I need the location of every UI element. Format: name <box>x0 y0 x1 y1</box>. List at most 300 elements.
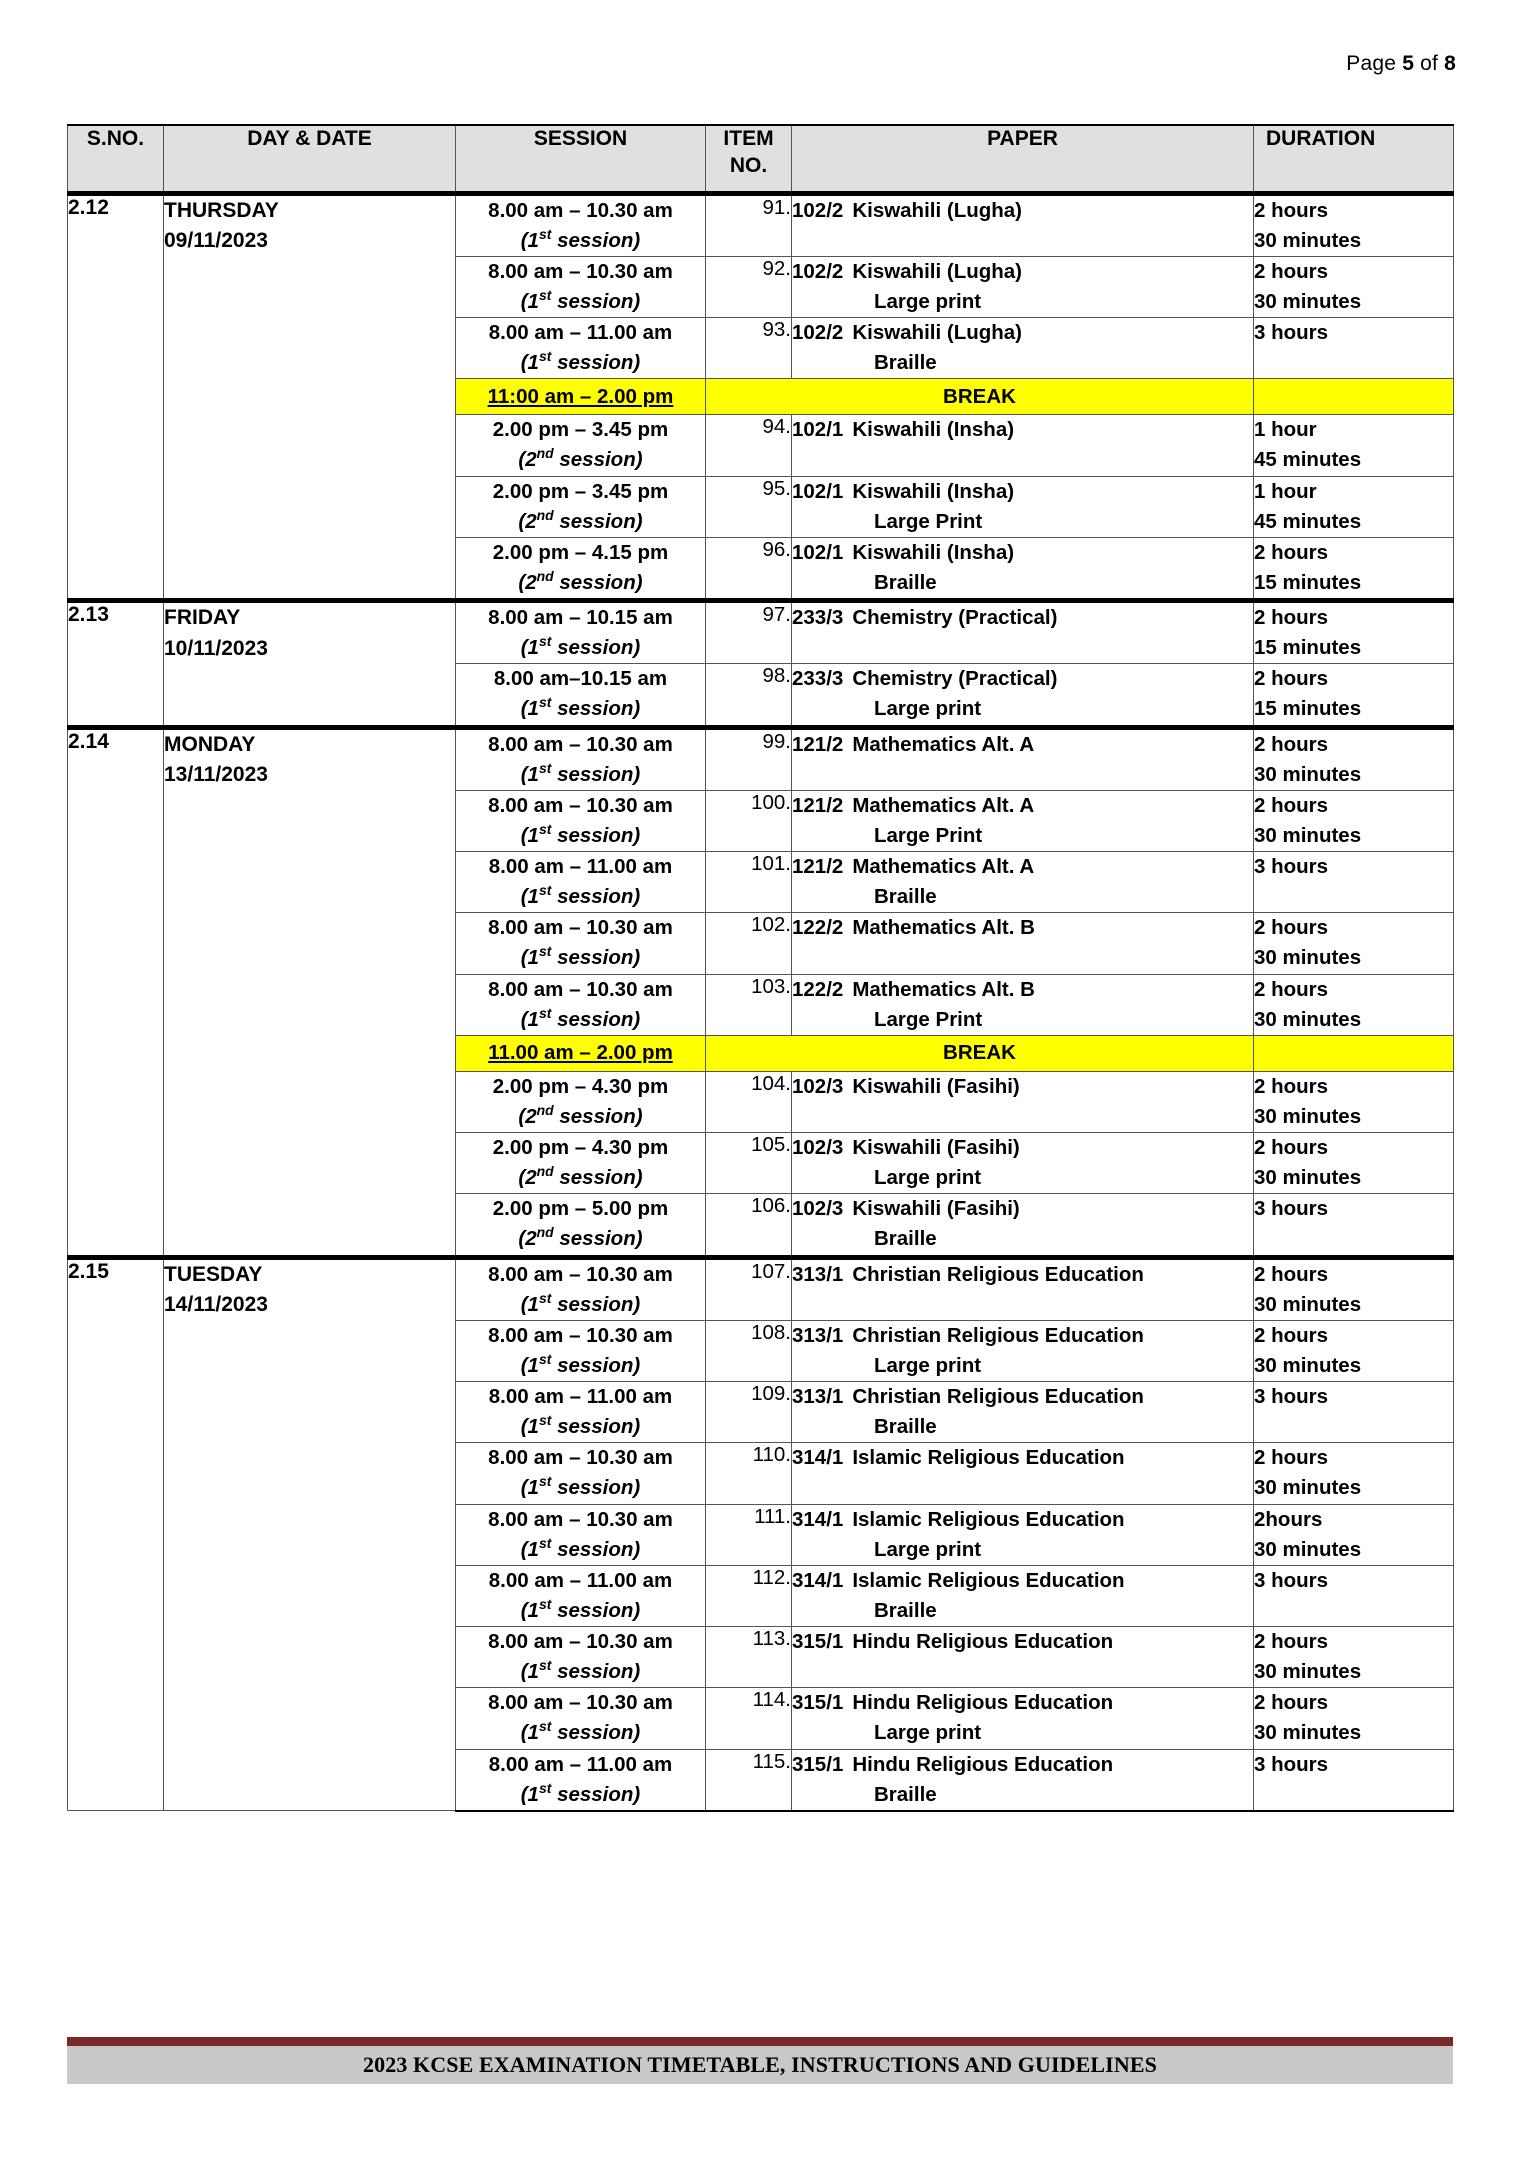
duration-hours: 3 hours <box>1254 1385 1329 1408</box>
paper-name: Mathematics Alt. A <box>852 793 1035 817</box>
paper-format-note: Braille <box>874 885 937 909</box>
duration-hours: 2 hours <box>1254 1446 1329 1470</box>
session-ordinal-label: (1st session) <box>520 1289 641 1316</box>
paper-format-note: Large print <box>874 1721 982 1745</box>
duration-cell <box>1254 537 1454 600</box>
item-number: 112. <box>706 1565 792 1626</box>
break-label: BREAK <box>706 379 1254 415</box>
paper-code: 313/1 <box>792 1385 844 1408</box>
break-time: 11:00 am – 2.00 pm <box>456 379 706 415</box>
day-and-date <box>164 193 456 601</box>
table-body <box>68 193 1454 1811</box>
paper-format-note: Large print <box>874 697 982 721</box>
session-ordinal-label: (1st session) <box>520 1657 641 1684</box>
page-current: 5 <box>1402 52 1415 75</box>
session-time <box>456 974 706 1035</box>
duration-hours: 2 hours <box>1254 1262 1329 1286</box>
session-time-range: 8.00 am – 10.30 am <box>488 732 673 756</box>
duration-cell <box>1254 727 1454 790</box>
break-time: 11.00 am – 2.00 pm <box>456 1035 706 1071</box>
item-number: 114. <box>706 1688 792 1749</box>
session-time <box>456 913 706 974</box>
session-time-range: 8.00 am – 11.00 am <box>488 1752 673 1776</box>
session-time-range: 8.00 am – 10.30 am <box>488 1323 673 1347</box>
paper-cell <box>792 476 1254 537</box>
session-ordinal-label: (1st session) <box>520 1596 641 1622</box>
duration-minutes: 30 minutes <box>1254 946 1362 970</box>
duration-hours: 2 hours <box>1254 1691 1329 1715</box>
session-ordinal-label: (1st session) <box>520 1534 641 1561</box>
duration-cell <box>1254 415 1454 476</box>
footer-accent-rule <box>67 2037 1453 2046</box>
paper-format-note: Braille <box>874 1415 937 1439</box>
duration-minutes: 30 minutes <box>1254 1537 1362 1561</box>
duration-hours: 3 hours <box>1254 1752 1329 1776</box>
paper-name: Christian Religious Education <box>852 1385 1144 1408</box>
paper-format-note: Large print <box>874 1353 982 1377</box>
footer-title: 2023 KCSE EXAMINATION TIMETABLE, INSTRUCTIONS AND GUIDELINES <box>67 2046 1453 2084</box>
paper-code: 102/3 <box>792 1136 844 1159</box>
session-time <box>456 664 706 727</box>
duration-hours: 3 hours <box>1254 1568 1329 1592</box>
exam-row <box>68 727 1454 790</box>
paper-name: Mathematics Alt. A <box>852 855 1035 878</box>
duration-hours: 2 hours <box>1254 1323 1329 1347</box>
paper-code: 121/2 <box>792 732 844 756</box>
item-number: 101. <box>706 852 792 913</box>
paper-code: 102/3 <box>792 1074 844 1098</box>
duration-hours: 2 hours <box>1254 198 1329 222</box>
paper-name: Kiswahili (Lugha) <box>852 198 1023 222</box>
paper-cell <box>792 193 1254 256</box>
session-time-range: 8.00 am – 11.00 am <box>488 1385 673 1408</box>
column-header-item-no <box>706 125 792 193</box>
paper-name: Kiswahili (Insha) <box>852 418 1015 442</box>
session-ordinal-label: (1st session) <box>520 759 641 786</box>
duration-minutes: 30 minutes <box>1254 1353 1362 1377</box>
item-number: 109. <box>706 1382 792 1443</box>
paper-cell <box>792 256 1254 317</box>
day-name: MONDAY <box>164 732 256 756</box>
paper-cell <box>792 1749 1254 1811</box>
session-time-range: 2.00 pm – 3.45 pm <box>492 479 669 503</box>
paper-code: 121/2 <box>792 855 844 878</box>
table-header-row <box>68 125 1454 193</box>
duration-hours: 2 hours <box>1254 732 1329 756</box>
session-time-range: 8.00 am – 10.30 am <box>488 916 673 940</box>
column-header-sno: S.NO. <box>68 125 164 193</box>
item-number: 115. <box>706 1749 792 1811</box>
paper-code: 315/1 <box>792 1691 844 1715</box>
duration-hours: 3 hours <box>1254 855 1329 878</box>
session-time <box>456 1627 706 1688</box>
session-time <box>456 1749 706 1811</box>
duration-cell <box>1254 852 1454 913</box>
column-header-duration: DURATION <box>1254 125 1454 193</box>
session-time <box>456 790 706 851</box>
paper-name: Hindu Religious Education <box>852 1630 1114 1653</box>
duration-hours: 2hours <box>1254 1507 1323 1531</box>
session-ordinal-label: (1st session) <box>520 943 641 970</box>
session-ordinal-label: (1st session) <box>520 1718 641 1745</box>
paper-name: Chemistry (Practical) <box>852 667 1058 691</box>
table-header <box>68 125 1454 193</box>
paper-format-note: Braille <box>874 1227 937 1251</box>
paper-format-note: Large Print <box>874 1007 983 1031</box>
session-time <box>456 318 706 379</box>
day-and-date <box>164 601 456 728</box>
duration-cell <box>1254 974 1454 1035</box>
session-time-range: 8.00 am – 10.30 am <box>488 1691 673 1715</box>
day-name: FRIDAY <box>164 606 241 629</box>
session-time <box>456 256 706 317</box>
session-ordinal-label: (1st session) <box>520 1473 641 1500</box>
paper-code: 313/1 <box>792 1262 844 1286</box>
item-number: 97. <box>706 601 792 664</box>
section-number: 2.14 <box>68 727 164 1257</box>
day-date: 09/11/2023 <box>164 229 268 253</box>
paper-cell <box>792 601 1254 664</box>
duration-hours: 2 hours <box>1254 977 1329 1001</box>
paper-cell <box>792 1133 1254 1194</box>
paper-cell <box>792 1194 1254 1257</box>
day-name: TUESDAY <box>164 1262 263 1286</box>
duration-cell <box>1254 318 1454 379</box>
session-time-range: 2.00 pm – 4.15 pm <box>492 540 669 564</box>
duration-cell <box>1254 1133 1454 1194</box>
duration-minutes: 30 minutes <box>1254 1721 1362 1745</box>
paper-code: 314/1 <box>792 1446 844 1470</box>
duration-hours: 2 hours <box>1254 667 1329 691</box>
session-ordinal-label: (2nd session) <box>518 1163 643 1190</box>
session-time-range: 8.00 am – 10.30 am <box>488 793 673 817</box>
paper-code: 314/1 <box>792 1568 844 1592</box>
session-time <box>456 852 706 913</box>
session-ordinal-label: (1st session) <box>520 1004 641 1031</box>
item-number: 111. <box>706 1504 792 1565</box>
paper-code: 315/1 <box>792 1752 844 1776</box>
duration-cell <box>1254 1504 1454 1565</box>
paper-code: 102/2 <box>792 259 844 283</box>
duration-minutes: 45 minutes <box>1254 509 1362 533</box>
paper-name: Islamic Religious Education <box>852 1568 1125 1592</box>
paper-code: 122/2 <box>792 916 844 940</box>
session-time <box>456 1257 706 1320</box>
item-number: 91. <box>706 193 792 256</box>
page-of-label: of <box>1420 52 1439 75</box>
duration-minutes: 15 minutes <box>1254 570 1362 594</box>
duration-cell <box>1254 256 1454 317</box>
session-time <box>456 1071 706 1132</box>
session-time-range: 8.00 am – 10.30 am <box>488 1446 673 1470</box>
paper-name: Mathematics Alt. B <box>852 977 1035 1001</box>
paper-name: Christian Religious Education <box>852 1262 1144 1286</box>
duration-hours: 2 hours <box>1254 793 1329 817</box>
session-time-range: 8.00 am – 10.30 am <box>488 1630 673 1653</box>
column-header-session: SESSION <box>456 125 706 193</box>
item-number: 96. <box>706 537 792 600</box>
paper-format-note: Braille <box>874 351 937 375</box>
item-number: 100. <box>706 790 792 851</box>
session-time <box>456 1382 706 1443</box>
session-time-range: 2.00 pm – 4.30 pm <box>492 1136 669 1159</box>
paper-format-note: Large Print <box>874 509 983 533</box>
session-time <box>456 1320 706 1381</box>
paper-cell <box>792 974 1254 1035</box>
paper-name: Islamic Religious Education <box>852 1446 1125 1470</box>
session-time-range: 2.00 pm – 4.30 pm <box>492 1074 669 1098</box>
day-and-date <box>164 727 456 1257</box>
duration-hours: 2 hours <box>1254 606 1329 629</box>
paper-cell <box>792 790 1254 851</box>
exam-row <box>68 1257 1454 1320</box>
paper-cell <box>792 1443 1254 1504</box>
day-date: 10/11/2023 <box>164 636 268 660</box>
paper-code: 121/2 <box>792 793 844 817</box>
duration-hours: 2 hours <box>1254 916 1329 940</box>
session-time-range: 8.00 am – 11.00 am <box>488 1568 673 1592</box>
duration-cell <box>1254 1688 1454 1749</box>
session-time-range: 8.00 am – 10.30 am <box>488 259 673 283</box>
paper-cell <box>792 664 1254 727</box>
duration-cell <box>1254 1443 1454 1504</box>
session-time <box>456 1504 706 1565</box>
paper-cell <box>792 727 1254 790</box>
item-number: 92. <box>706 256 792 317</box>
paper-format-note: Braille <box>874 1598 937 1622</box>
paper-format-note: Braille <box>874 1782 937 1806</box>
day-and-date <box>164 1257 456 1811</box>
session-time-range: 8.00 am – 11.00 am <box>488 855 673 878</box>
paper-cell <box>792 1627 1254 1688</box>
paper-code: 122/2 <box>792 977 844 1001</box>
duration-cell <box>1254 1071 1454 1132</box>
duration-cell <box>1254 1194 1454 1257</box>
session-time-range: 2.00 pm – 3.45 pm <box>492 418 669 442</box>
duration-cell <box>1254 1320 1454 1381</box>
session-time-range: 8.00 am – 10.30 am <box>488 977 673 1001</box>
paper-format-note: Large Print <box>874 823 983 847</box>
duration-hours: 3 hours <box>1254 321 1329 344</box>
session-time-range: 2.00 pm – 5.00 pm <box>492 1197 669 1221</box>
paper-code: 102/1 <box>792 479 844 503</box>
duration-cell <box>1254 1257 1454 1320</box>
duration-hours: 2 hours <box>1254 259 1329 283</box>
paper-format-note: Large print <box>874 1166 982 1190</box>
item-number: 93. <box>706 318 792 379</box>
session-time <box>456 601 706 664</box>
paper-cell <box>792 1257 1254 1320</box>
paper-name: Mathematics Alt. A <box>852 732 1035 756</box>
session-ordinal-label: (1st session) <box>520 1412 641 1439</box>
paper-name: Kiswahili (Insha) <box>852 479 1015 503</box>
duration-hours: 3 hours <box>1254 1197 1329 1221</box>
paper-name: Kiswahili (Lugha) <box>852 259 1023 283</box>
paper-code: 102/1 <box>792 418 844 442</box>
duration-minutes: 30 minutes <box>1254 1292 1362 1316</box>
paper-name: Hindu Religious Education <box>852 1691 1114 1715</box>
paper-cell <box>792 1382 1254 1443</box>
paper-name: Mathematics Alt. B <box>852 916 1035 940</box>
session-time <box>456 1688 706 1749</box>
paper-cell <box>792 318 1254 379</box>
section-number: 2.13 <box>68 601 164 728</box>
paper-name: Hindu Religious Education <box>852 1752 1114 1776</box>
paper-code: 102/3 <box>792 1197 844 1221</box>
session-time <box>456 1443 706 1504</box>
paper-code: 233/3 <box>792 667 844 691</box>
exam-timetable <box>67 124 1454 1812</box>
session-time <box>456 476 706 537</box>
item-number: 108. <box>706 1320 792 1381</box>
paper-name: Kiswahili (Fasihi) <box>852 1197 1020 1221</box>
session-ordinal-label: (1st session) <box>520 821 641 847</box>
session-ordinal-label: (1st session) <box>520 882 641 909</box>
paper-code: 102/2 <box>792 198 844 222</box>
item-number: 104. <box>706 1071 792 1132</box>
break-duration-empty <box>1254 379 1454 415</box>
session-time <box>456 1194 706 1257</box>
paper-name: Islamic Religious Education <box>852 1507 1125 1531</box>
paper-code: 102/1 <box>792 540 844 564</box>
item-number: 110. <box>706 1443 792 1504</box>
page-footer <box>67 2037 1453 2084</box>
item-number: 113. <box>706 1627 792 1688</box>
session-time-range: 8.00 am – 10.30 am <box>488 198 673 222</box>
session-ordinal-label: (2nd session) <box>518 445 643 472</box>
item-number: 103. <box>706 974 792 1035</box>
paper-name: Kiswahili (Lugha) <box>852 321 1023 344</box>
duration-cell <box>1254 193 1454 256</box>
duration-minutes: 30 minutes <box>1254 762 1362 786</box>
paper-code: 315/1 <box>792 1630 844 1653</box>
duration-hours: 2 hours <box>1254 1136 1329 1159</box>
paper-name: Chemistry (Practical) <box>852 606 1058 629</box>
session-ordinal-label: (1st session) <box>520 225 641 252</box>
session-time-range: 8.00 am – 10.30 am <box>488 1262 673 1286</box>
item-number: 98. <box>706 664 792 727</box>
duration-hours: 2 hours <box>1254 1630 1329 1653</box>
item-number: 95. <box>706 476 792 537</box>
session-ordinal-label: (1st session) <box>520 633 641 660</box>
duration-minutes: 30 minutes <box>1254 1660 1362 1684</box>
session-ordinal-label: (1st session) <box>520 694 641 721</box>
page-number-indicator <box>1346 52 1456 76</box>
duration-cell <box>1254 601 1454 664</box>
duration-minutes: 30 minutes <box>1254 1007 1362 1031</box>
session-ordinal-label: (2nd session) <box>518 568 643 594</box>
paper-format-note: Large print <box>874 289 982 313</box>
paper-code: 233/3 <box>792 606 844 629</box>
exam-row <box>68 193 1454 256</box>
duration-hours: 1 hour <box>1254 479 1317 503</box>
duration-cell <box>1254 1565 1454 1626</box>
session-time-range: 8.00 am–10.15 am <box>493 667 668 691</box>
duration-cell <box>1254 1382 1454 1443</box>
duration-hours: 1 hour <box>1254 418 1317 442</box>
paper-cell <box>792 913 1254 974</box>
duration-minutes: 30 minutes <box>1254 289 1362 313</box>
duration-hours: 2 hours <box>1254 540 1329 564</box>
duration-cell <box>1254 913 1454 974</box>
item-number: 106. <box>706 1194 792 1257</box>
item-number: 94. <box>706 415 792 476</box>
session-ordinal-label: (2nd session) <box>518 1102 643 1128</box>
session-time <box>456 193 706 256</box>
session-time-range: 8.00 am – 11.00 am <box>488 321 673 344</box>
paper-name: Christian Religious Education <box>852 1323 1144 1347</box>
paper-code: 314/1 <box>792 1507 844 1531</box>
paper-format-note: Large print <box>874 1537 982 1561</box>
session-ordinal-label: (1st session) <box>520 1351 641 1377</box>
page-label: Page <box>1346 52 1397 75</box>
break-label: BREAK <box>706 1035 1254 1071</box>
session-time-range: 8.00 am – 10.30 am <box>488 1507 673 1531</box>
item-no-line1: ITEM <box>723 127 774 150</box>
session-time <box>456 537 706 600</box>
paper-name: Kiswahili (Insha) <box>852 540 1015 564</box>
page-total: 8 <box>1444 52 1456 75</box>
item-number: 99. <box>706 727 792 790</box>
paper-code: 102/2 <box>792 321 844 344</box>
column-header-paper: PAPER <box>792 125 1254 193</box>
duration-cell <box>1254 476 1454 537</box>
paper-cell <box>792 1320 1254 1381</box>
paper-cell <box>792 852 1254 913</box>
duration-cell <box>1254 1627 1454 1688</box>
session-time-range: 8.00 am – 10.15 am <box>488 606 673 629</box>
section-number: 2.12 <box>68 193 164 601</box>
session-ordinal-label: (1st session) <box>520 348 641 375</box>
item-number: 105. <box>706 1133 792 1194</box>
session-time <box>456 415 706 476</box>
duration-cell <box>1254 1749 1454 1811</box>
duration-minutes: 30 minutes <box>1254 823 1362 847</box>
session-ordinal-label: (2nd session) <box>518 1224 643 1251</box>
session-time <box>456 1565 706 1626</box>
exam-timetable-container <box>67 124 1453 1812</box>
session-time <box>456 727 706 790</box>
duration-minutes: 15 minutes <box>1254 636 1362 660</box>
paper-name: Kiswahili (Fasihi) <box>852 1136 1020 1159</box>
duration-minutes: 30 minutes <box>1254 1104 1362 1128</box>
duration-hours: 2 hours <box>1254 1074 1329 1098</box>
duration-minutes: 30 minutes <box>1254 1166 1362 1190</box>
item-number: 107. <box>706 1257 792 1320</box>
column-header-day-date: DAY & DATE <box>164 125 456 193</box>
duration-minutes: 45 minutes <box>1254 448 1362 472</box>
item-number: 102. <box>706 913 792 974</box>
paper-cell <box>792 1504 1254 1565</box>
session-time <box>456 1133 706 1194</box>
session-ordinal-label: (1st session) <box>520 287 641 313</box>
paper-cell <box>792 1071 1254 1132</box>
paper-cell <box>792 415 1254 476</box>
exam-row <box>68 601 1454 664</box>
item-no-line2: NO. <box>729 153 768 177</box>
paper-cell <box>792 537 1254 600</box>
paper-cell <box>792 1565 1254 1626</box>
paper-format-note: Braille <box>874 570 937 594</box>
paper-name: Kiswahili (Fasihi) <box>852 1074 1020 1098</box>
session-ordinal-label: (1st session) <box>520 1779 641 1806</box>
break-duration-empty <box>1254 1035 1454 1071</box>
day-date: 14/11/2023 <box>164 1293 268 1317</box>
duration-minutes: 30 minutes <box>1254 228 1362 252</box>
paper-cell <box>792 1688 1254 1749</box>
section-number: 2.15 <box>68 1257 164 1811</box>
duration-cell <box>1254 664 1454 727</box>
